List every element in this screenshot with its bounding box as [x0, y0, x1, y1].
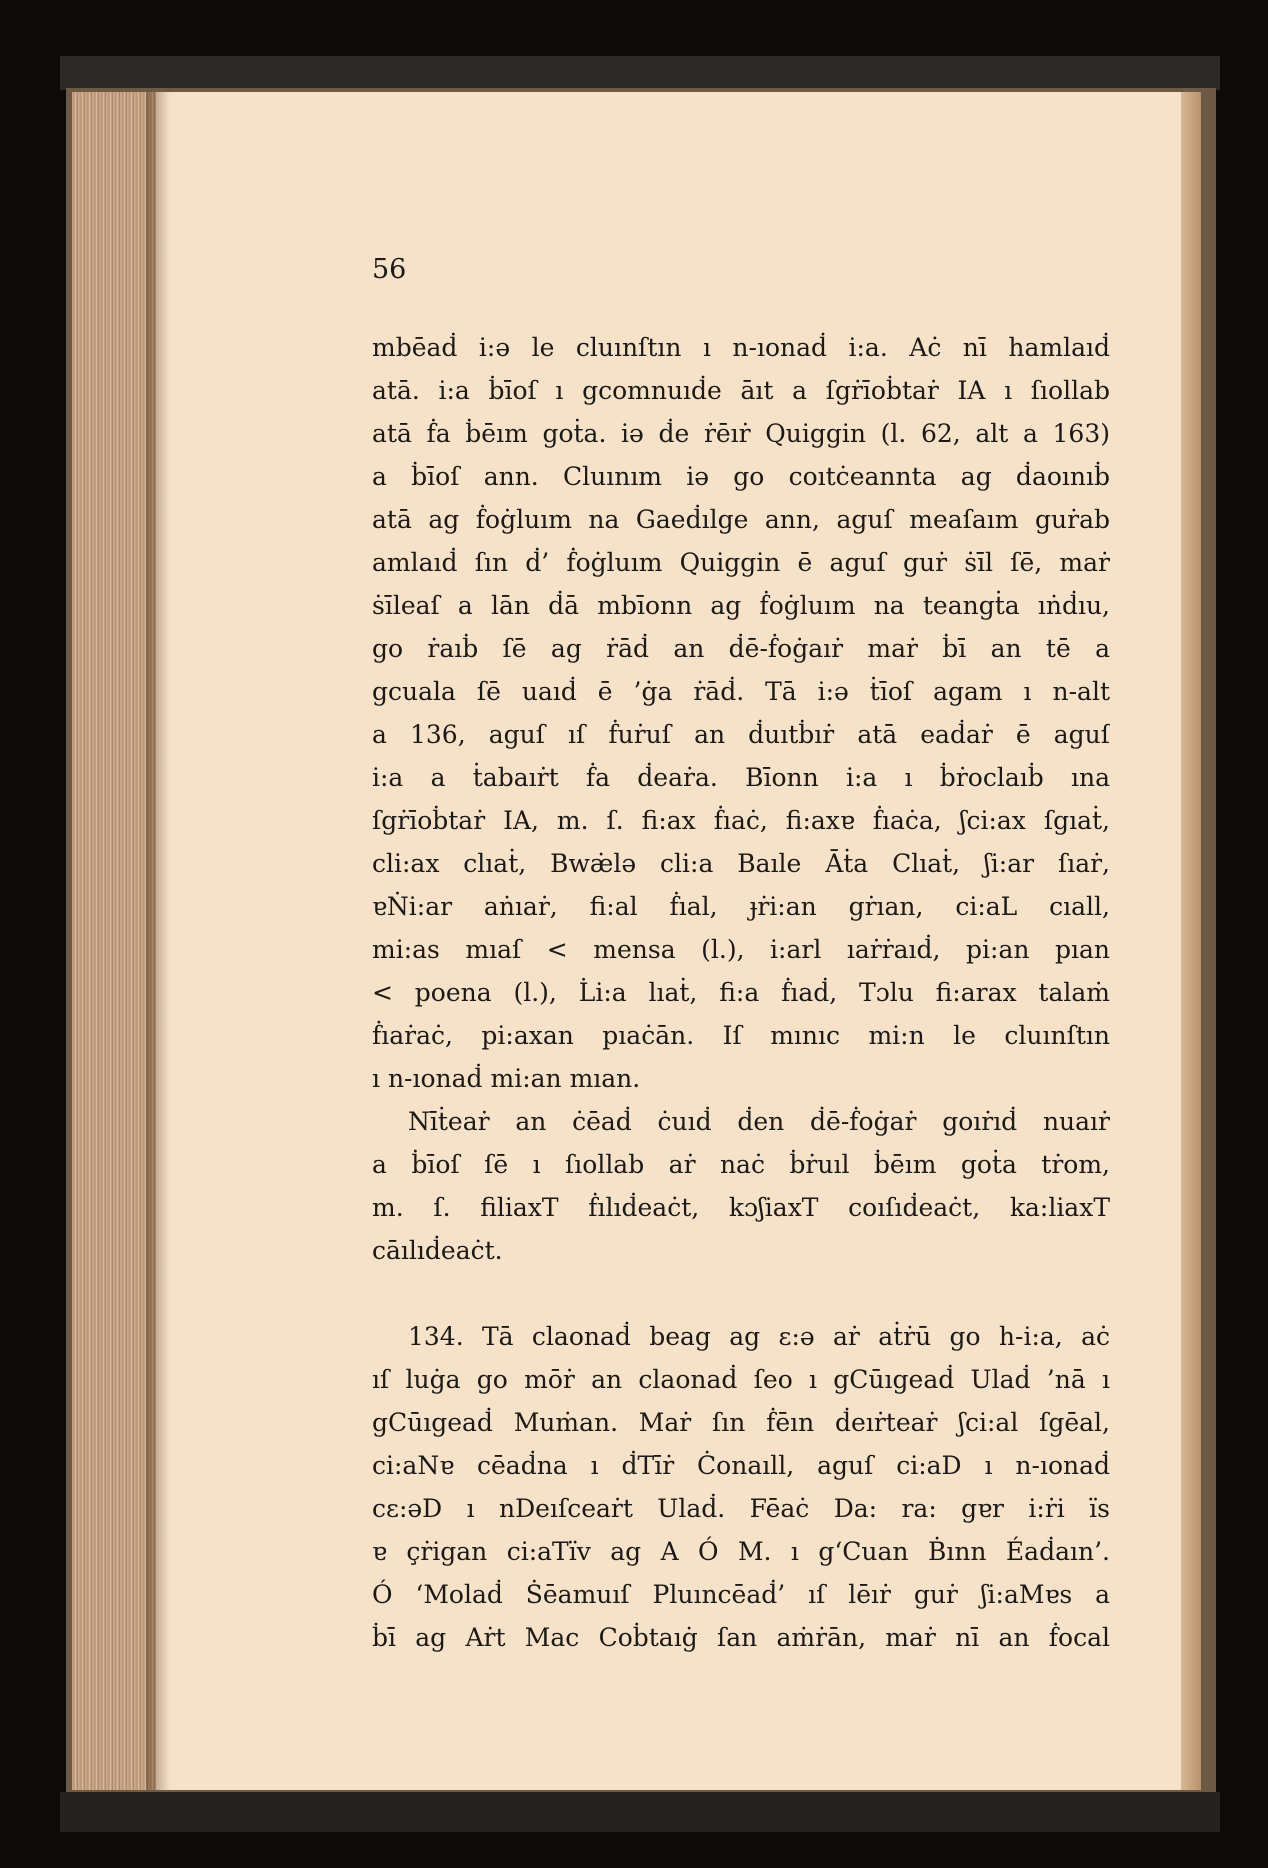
text-line: gCūıgeaḋ Muṁan. Maṙ ſın ḟēın ḋeıṙteaṙ ʃci:al ſgēal,	[372, 1408, 1110, 1437]
text-line: ſgṙīoḃtaṙ IA, m. ſ. fi:ax ḟıaċ, fi:axɐ ḟıaċa, ʃci:ax ſgıaṫ,	[372, 806, 1110, 835]
gutter-shadow	[146, 92, 170, 1790]
text-line: ɐṄi:ar aṅıaṙ, fi:al ḟıal, ɟṙi:an gṙıan, ci:aL cıall,	[372, 892, 1110, 921]
text-line: < poena (l.), L̇i:a lıaṫ, fi:a ḟıaḋ, Tɔlu fi:arax talaṁ	[372, 978, 1110, 1007]
text-line: ṡīleaſ a lān ḋā mbīonn ag ḟoġluım na teangṫa ıṅḋıu,	[372, 591, 1110, 620]
text-line: ıſ luġa go mōṙ an claonaḋ ſeo ı gCūıgeaḋ Ulaḋ ’nā ı	[372, 1365, 1110, 1394]
text-line: cāılıḋeaċt.	[372, 1236, 503, 1265]
text-line: amlaıḋ ſın ḋ’ ḟoġluım Quiggin ē aguſ guṙ ṡīl ſē, maṙ	[372, 548, 1110, 577]
text-line: a ḃīoſ ſē ı ſıollab aṙ naċ ḃṙuıl ḃēım goṫa tṙom,	[372, 1150, 1110, 1179]
body-text	[372, 326, 1110, 1659]
text-line: cɛ:əD ı nDeıſceaṙt Ulaḋ. Fēaċ Da: ra: gɐr i:ṙi ïs	[372, 1494, 1110, 1523]
scanner-bottom-edge	[60, 1792, 1220, 1832]
text-line: mi:as mıaſ < mensa (l.), i:arl ıaṙṙaıḋ, pi:an pıan	[372, 935, 1110, 964]
scanner-top-edge	[60, 56, 1220, 90]
text-line: a ḃīoſ ann. Cluınım iə go coıtċeannta ag ḋaoınıḃ	[372, 462, 1110, 491]
text-line: ḟıaṙaċ, pi:axan pıaċān. Iſ mınıc mi:n le cluınſtın	[372, 1021, 1110, 1050]
text-line: ı n-ıonaḋ mi:an mıan.	[372, 1064, 641, 1093]
text-line: ḃī ag Aṙt Mac Coḃtaıġ ſan aṁṙān, maṙ nī an ḟocal	[372, 1623, 1110, 1652]
text-line: gcuala ſē uaıḋ ē ’ġa ṙāḋ. Tā i:ə ṫīoſ agam ı n-alt	[372, 677, 1110, 706]
text-line: ci:aNɐ cēaḋna ı ḋTīṙ Ċonaıll, aguſ ci:aD ı n-ıonaḋ	[372, 1451, 1110, 1480]
page-number: 56	[372, 254, 407, 285]
text-line: go ṙaıḃ ſē ag ṙāḋ an ḋē-ḟoġaıṙ maṙ ḃī an tē a	[372, 634, 1110, 663]
text-line: cli:ax clıaṫ, Bwæ̇lə cli:a Baıle Āṫa Clıaṫ, ʃi:ar ſıaṙ,	[372, 849, 1110, 878]
text-line: Ó ‘Molaḋ Ṡēamuıſ Pluıncēaḋ’ ıſ lēıṙ guṙ ʃi:aMɐs a	[372, 1580, 1110, 1609]
page-right-edge	[1181, 92, 1201, 1790]
text-line: i:a a ṫabaıṙt ḟa ḋeaṙa. Bīonn i:a ı ḃṙoclaıḃ ına	[372, 763, 1110, 792]
section-gap	[372, 1272, 1110, 1315]
text-line: atā ḟa ḃēım goṫa. iə ḋe ṙēıṙ Quiggin (l. 62, alt a 163)	[372, 419, 1110, 448]
text-line: atā ag ḟoġluım na Gaeḋılge ann, aguſ meaſaım guṙab	[372, 505, 1110, 534]
text-line: atā. i:a ḃīoſ ı gcomnuıḋe āıt a ſgṙīoḃtaṙ IA ı ſıollab	[372, 376, 1110, 405]
text-line: Nīṫeaṙ an ċēaḋ ċuıḋ ḋen ḋē-ḟoġaṙ goıṙıḋ nuaıṙ	[408, 1107, 1110, 1136]
text-line: mbēaḋ i:ə le cluınſtın ı n-ıonaḋ i:a. Aċ nī hamlaıḋ	[372, 333, 1110, 362]
text-line: 134. Tā claonaḋ beag ag ɛ:ə aṙ aṫṙū go h-i:a, aċ	[408, 1322, 1110, 1351]
text-line: a 136, aguſ ıſ ḟuṙuſ an ḋuıtḃıṙ atā eaḋaṙ ē aguſ	[372, 720, 1110, 749]
text-line: m. ſ. filiaxT ḟılıḋeaċt, kɔʃiaxT coıſıḋeaċt, ka:liaxT	[372, 1193, 1110, 1222]
text-line: ɐ çṙigan ci:aTïv ag A Ó M. ı g‘Cuan Ḃınn Éaḋaın’.	[372, 1537, 1110, 1566]
